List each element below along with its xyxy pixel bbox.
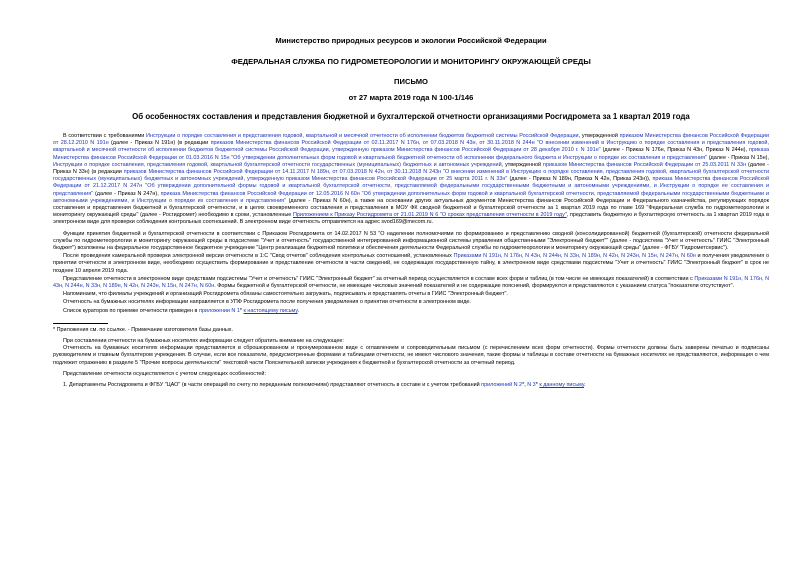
text-run: (далее - Приказ N 176н, Приказ N 43н, Приказ N 244н), <box>600 147 750 154</box>
text-run: , утвержденной <box>578 133 620 139</box>
paragraph-curators-list <box>53 308 769 315</box>
paragraph-after-check <box>53 253 769 275</box>
text-run: (далее - Приказ N 247н), <box>93 190 161 197</box>
paragraph-branches-reminder: Напоминаем, что филиалы учреждений и организаций Росгидромета обязаны самостоятельно загружать, подписывать и представлять отчеты в ГИИС "Электронный бюджет". <box>63 291 508 298</box>
text-run: Представление отчетности в электронном виде средствами подсистемы "Учет и отчетность" ГИИС "Электронный бюджет" за отчетный период осуществляется в составе всех форм и таблиц (в том числе не имеющих показателей) в соответствии с <box>63 275 695 282</box>
document-link[interactable]: приказов Министерства финансов Российской Федерации от 02.11.2017 N 176н, от 07.03.2018 N 43н, от 30.11.2018 N 244н "О внесении изменений в Инструкцию о порядке составления и представления годовой, квартальной и месячной отчетности об исполнении бюджетов бюджетной системы Российской Федерации, утвержденную приказом Министерства финансов Российской Федерации от 28 декабря 2010 г. N 191н" <box>53 140 769 154</box>
document-type: ПИСЬМО <box>394 77 428 86</box>
document-link[interactable]: Приложением к Приказу Росгидромета от 21.01.2019 N 6 "О сроках представления отчетности в 2019 году" <box>292 212 567 219</box>
document-link[interactable]: приложений N 2 <box>481 382 523 389</box>
paragraph-requirements <box>53 133 769 227</box>
document-link[interactable]: Приказами N 191н, N 176н, N 43н, N 244н, N 33н, N 189н, N 42н, N 243н, N 15н, N 247н, N 60н <box>53 275 770 290</box>
text-run: (далее - Приказ N 60н), а также на основании других актуальных документов Министерства финансов Российской Федерации и Федерального казначейства, регулирующих порядок составления и представления бюджетной и бухгалтерской отчетности, и в целях своевременного составления и представления в МОУ ФК сводной бюджетной и бухгалтерской отчетности за 1 квартал 2019 года по главе 169 "Федеральная служба по гидрометеорологии и мониторингу окружающей среды" (далее - Росгидромет) необходимо в сроки, установленные <box>53 197 769 219</box>
paragraph-functions: Функции принятия бюджетной и бухгалтерской отчетности в соответствии с Приказом Росгидромета от 14.02.2017 N 53 "О наделении полномочиями по формированию и представлению сводной (консолидированной) бюджетной (бухгалтерской) отчетности федеральной службы по гидрометеорологии и мониторингу окружающей среды в подсистеме "Учет и отчетность" государственной интегрированной информационной системы управления общественными "Электронный бюджет"" (далее - подсистема "Учет и отчетность" ГИИС "Электронный бюджет") возложены на федеральное государственное бюджетное учреждение "Центр реализации бюджетной политики и обеспечения деятельности Федеральной службы по гидрометеорологии и мониторингу окружающей среды" (далее - ФГБУ "Гидрометсервис"). <box>53 230 769 252</box>
text-run: 1. Департаменты Росгидромета и ФГБУ "ЦАО" (в части операций по счету по переданным полномочиям) представляют отчетность в составе и с учетом требований <box>63 382 482 389</box>
document-link[interactable]: Инструкции о порядке составления, представления годовой, квартальной бухгалтерской отчетности государственных (муниципальных) бюджетных и автономных учреждений <box>53 161 502 168</box>
text-run: (далее - Приказ N 33н) (в редакции <box>53 161 769 176</box>
document-link[interactable]: Приказами N 191н, N 176н, N 43н, N 244н, N 33н, N 189н, N 42н, N 243н, N 15н, N 247н, N 60н <box>453 253 696 260</box>
text-run: , утвержденной <box>501 161 544 168</box>
footnote-item-1 <box>53 382 769 389</box>
document-link[interactable]: к настоящему письму <box>243 307 298 314</box>
service-name: ФЕДЕРАЛЬНАЯ СЛУЖБА ПО ГИДРОМЕТЕОРОЛОГИИ И МОНИТОРИНГУ ОКРУЖАЮЩЕЙ СРЕДЫ <box>231 57 591 66</box>
paragraph-electronic-submission <box>53 276 769 290</box>
document-page <box>53 36 769 389</box>
text-run: , представить бюджетную и бухгалтерскую отчетность за 1 квартал 2019 года в электронном виде для проверки соблюдения контрольных соотношений. В электронном виде отчетность отправляется на адрес svod169@mecom.ru. <box>53 212 769 226</box>
text-run: и получения уведомления о принятии отчетности в электронном виде, необходимо осуществить формирование и представление отчетности в части сведений, не содержащих государственную тайну, в электронном виде средствами подсистемы "Учет и отчетность" ГИИС "Электронный бюджет" в срок не позднее 10 апреля 2019 года. <box>53 253 769 274</box>
footnote-paper-intro: При составлении отчетности на бумажных носителях информации следует обратить внимание на следующее: <box>63 338 344 345</box>
document-subject: Об особенностях составления и представления бюджетной и бухгалтерской отчетности организациями Росгидромета за 1 квартал 2019 года <box>132 112 690 121</box>
document-link[interactable]: Инструкции о порядке составления и представления годовой, квартальной и месячной отчетности об исполнении бюджетов бюджетной системы Российской Федерации <box>146 133 579 139</box>
document-link[interactable]: приказом Министерства финансов Российской Федерации от 25.03.2011 N 33н <box>543 161 747 168</box>
text-run: (далее - Приказ N 15н), <box>707 154 769 161</box>
document-link[interactable]: приказа Министерства финансов Российской Федерации от 12.05.2016 N 60н "Об утверждении дополнительных форм годовой и квартальной бухгалтерской отчетности, представляемой федеральными государственными бюджетными и автономными учреждениями, и Инструкции о порядке их составления и представления" <box>53 190 769 204</box>
text-run: . Формы бюджетной и бухгалтерской отчетности, не имеющие числовых значений показателей и не содержащие пояснений, формируются и представляются с указанием статуса "показатели отсутствуют". <box>214 283 735 290</box>
ministry-name: Министерство природных ресурсов и экологии Российской Федерации <box>275 36 547 45</box>
text-run: После проведения камеральной проверки электронной версии отчетности в 1:С "Свод отчетов" соблюдения контрольных соотношений, установленных <box>63 253 454 260</box>
document-link[interactable]: приказов Министерства финансов Российской Федерации от 14.11.2017 N 189н, от 07.03.2018 N 42н, от 30.11.2018 N 243н "О внесении изменений в Инструкцию о порядке составления, представления годовой, квартальной бухгалтерской отчетности государственных (муниципальных) бюджетных и автономных учреждений, утвержденную приказом Министерства финансов Российской Федерации от 25 марта 2011 г. N 33н" <box>53 169 769 183</box>
text-run: Список кураторов по приемке отчетности приведен в <box>63 307 199 314</box>
document-link[interactable]: N 3 <box>527 382 536 389</box>
document-link[interactable]: приказа Министерства финансов Российской Федерации от 21.12.2017 N 247н "Об утверждении дополнительной формы годовой и квартальной бухгалтерской отчетности, представляемой федеральными государственными бюджетными и автономными учреждениями, и Инструкции о порядке ее составления и представления" <box>53 176 770 197</box>
footnote-paper-requirements: Отчетность на бумажных носителях информации представляется в сброшюрованном и пронумерованном виде с оглавлением и сопроводительным письмом (с перечислением всех форм отчетности). Формы отчетности должны быть заверены печатью и подписаны руководителем и главным бухгалтером учреждения. В случае, если все показатели, предусмотренные формами и таблицами отчетности, не имеют числового значения, такие формы и таблицы в составе отчетности на бумажных носителях не представляются, информация о чем подлежит отражению в разделе 5 "Прочие вопросы деятельности" текстовой части Пояснительной записки учреждения к бюджетной и бухгалтерской отчетности за отчетный период. <box>53 345 769 366</box>
document-link[interactable]: приложении N 1 <box>198 307 240 314</box>
text-run: * <box>239 307 244 314</box>
footnote-divider <box>53 323 108 324</box>
text-run: . <box>297 307 300 314</box>
text-run: В соответствии с требованиями <box>63 133 147 139</box>
text-run: (далее - Приказ N 189н, Приказ N 42н, Приказ 243н)), <box>507 176 653 183</box>
document-link[interactable]: приказа Министерства финансов Российской Федерации от 01.03.2016 N 15н "Об утверждении дополнительных форм годовой и квартальной бюджетной отчетности об исполнении федерального бюджета и Инструкции о порядке их составления и представления" <box>53 147 770 161</box>
text-run: *, <box>522 382 528 389</box>
text-run: (далее - Приказ N 191н) (в редакции <box>108 140 211 147</box>
text-run: * <box>535 382 540 389</box>
document-link[interactable]: к данному письму <box>539 382 584 389</box>
footnote-specifics-intro: Представление отчетности осуществляется с учетом следующих особенностей: <box>63 370 266 377</box>
footnote-appendix-note: * Приложения см. по ссылке. - Примечание изготовителя базы данных. <box>53 326 233 333</box>
paragraph-paper-reports: Отчетность на бумажных носителях информации направляется в УПФ Росгидромета после получения уведомления о принятии отчетности в электронном виде. <box>63 299 471 306</box>
document-date-number: от 27 марта 2019 года N 100-1/146 <box>348 93 474 102</box>
document-link[interactable]: приказом Министерства финансов Российской Федерации от 28.12.2010 N 191н <box>53 133 769 147</box>
text-run: . <box>584 382 586 389</box>
